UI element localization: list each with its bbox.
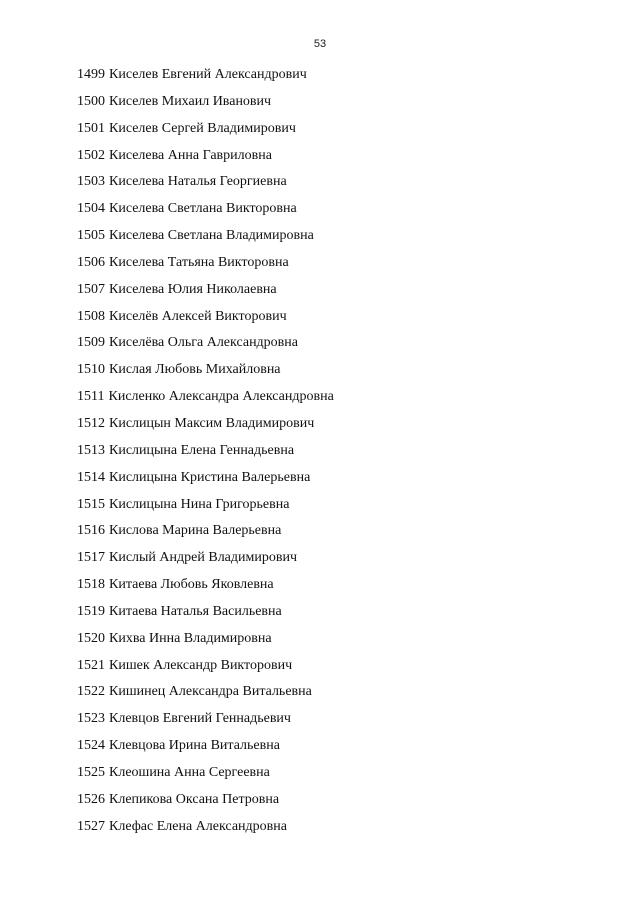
entry-name: Кислицына Нина Григорьевна (109, 496, 290, 512)
list-item (77, 710, 334, 737)
entry-number: 1510 (77, 362, 105, 378)
entry-name: Кислицын Максим Владимирович (109, 415, 315, 431)
entry-number: 1526 (77, 791, 105, 807)
entry-number: 1525 (77, 764, 105, 780)
list-item (77, 254, 334, 281)
entry-number: 1517 (77, 550, 105, 566)
entry-number: 1516 (77, 523, 105, 539)
list-item (77, 603, 334, 630)
list-item (77, 442, 334, 469)
entry-name: Китаева Наталья Васильевна (109, 603, 282, 619)
list-item (77, 496, 334, 523)
entry-number: 1499 (77, 67, 105, 82)
list-item (77, 630, 334, 657)
entry-name: Китаева Любовь Яковлевна (109, 577, 274, 593)
entry-name: Киселева Татьяна Викторовна (109, 254, 289, 270)
entry-name: Киселёва Ольга Александровна (109, 335, 298, 351)
entry-number: 1519 (77, 603, 105, 619)
entry-name: Киселев Михаил Иванович (109, 93, 272, 109)
list-item (77, 361, 334, 388)
list-item (77, 737, 334, 764)
list-item (77, 334, 334, 361)
entry-number: 1522 (77, 684, 105, 700)
list-item (77, 549, 334, 576)
list-item (77, 308, 334, 335)
entry-number: 1520 (77, 630, 105, 646)
list-item (77, 147, 334, 174)
list-item (77, 469, 334, 496)
list-item (77, 93, 334, 120)
list-item (77, 576, 334, 603)
entry-name: Кислицына Елена Геннадьевна (109, 442, 295, 458)
entry-number: 1511 (77, 389, 105, 405)
entry-number: 1514 (77, 469, 105, 485)
list-item (77, 764, 334, 791)
entry-name: Кислая Любовь Михайловна (109, 362, 281, 378)
list-item (77, 388, 334, 415)
entry-number: 1509 (77, 335, 105, 351)
entry-name: Кислицына Кристина Валерьевна (109, 469, 311, 485)
entry-number: 1508 (77, 308, 105, 324)
entry-name: Кисленко Александра Александровна (108, 389, 334, 405)
list-item (77, 173, 334, 200)
entry-name: Киселев Сергей Владимирович (109, 120, 296, 136)
entry-number: 1518 (77, 577, 105, 593)
entry-number: 1527 (77, 818, 105, 834)
list-item (77, 657, 334, 684)
list-item (77, 66, 334, 93)
entry-name: Кислый Андрей Владимирович (109, 550, 298, 566)
entry-number: 1512 (77, 415, 105, 431)
entry-name: Киселева Светлана Владимировна (109, 228, 314, 244)
list-item (77, 683, 334, 710)
entry-number: 1513 (77, 442, 105, 458)
entry-name: Кихва Инна Владимировна (109, 630, 272, 646)
entry-name: Клефас Елена Александровна (109, 818, 287, 834)
entry-list (77, 66, 334, 844)
list-item (77, 791, 334, 818)
entry-number: 1505 (77, 228, 105, 244)
entry-number: 1500 (77, 93, 105, 109)
entry-number: 1504 (77, 201, 105, 217)
entry-name: Кишек Александр Викторович (109, 657, 293, 673)
list-item (77, 818, 334, 845)
entry-number: 1506 (77, 254, 105, 270)
list-item (77, 227, 334, 254)
list-item (77, 200, 334, 227)
page-number: 53 (313, 38, 327, 50)
entry-number: 1501 (77, 120, 105, 136)
entry-number: 1507 (77, 281, 105, 297)
entry-number: 1503 (77, 174, 105, 190)
entry-number: 1502 (77, 147, 105, 163)
list-item (77, 281, 334, 308)
entry-number: 1524 (77, 738, 105, 754)
entry-number: 1523 (77, 711, 105, 727)
entry-name: Киселева Наталья Георгиевна (109, 174, 287, 190)
entry-number: 1515 (77, 496, 105, 512)
entry-name: Кислова Марина Валерьевна (109, 523, 282, 539)
entry-name: Клеошина Анна Сергеевна (109, 764, 270, 780)
entry-name: Киселева Светлана Викторовна (109, 201, 297, 217)
entry-name: Киселева Юлия Николаевна (109, 281, 277, 297)
list-item (77, 522, 334, 549)
entry-name: Киселёв Алексей Викторович (109, 308, 287, 324)
entry-name: Киселева Анна Гавриловна (109, 147, 272, 163)
entry-name: Клепикова Оксана Петровна (109, 791, 280, 807)
list-item (77, 120, 334, 147)
entry-name: Кишинец Александра Витальевна (109, 684, 312, 700)
entry-name: Киселев Евгений Александрович (109, 67, 307, 82)
entry-name: Клевцов Евгений Геннадьевич (109, 711, 291, 727)
list-item (77, 415, 334, 442)
entry-number: 1521 (77, 657, 105, 673)
entry-name: Клевцова Ирина Витальевна (109, 738, 280, 754)
